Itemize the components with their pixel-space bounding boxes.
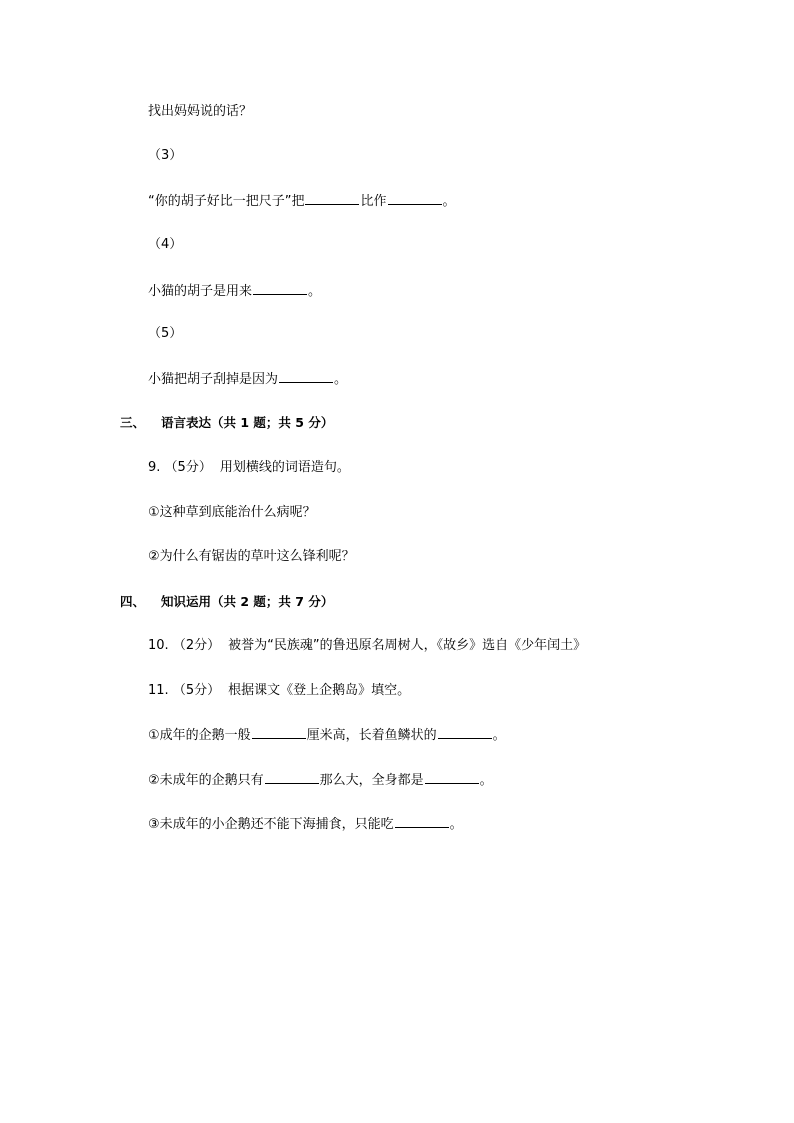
question-text: 用划横线的词语造句。 bbox=[219, 460, 350, 475]
subquestion-number: （5） bbox=[148, 326, 183, 341]
item-text: ②为什么有锯齿的草叶这么锋利呢？ bbox=[148, 549, 355, 564]
question-9-item-1 bbox=[148, 504, 316, 522]
text-segment: 。 bbox=[492, 728, 506, 743]
question-10 bbox=[148, 637, 586, 655]
section-number: 四、 bbox=[120, 594, 146, 609]
question-9-item-2 bbox=[148, 548, 355, 566]
subquestion-3-text bbox=[148, 192, 456, 211]
subquestion-number-3 bbox=[148, 147, 182, 165]
question-9 bbox=[148, 459, 350, 477]
subquestion-number: （3） bbox=[148, 148, 183, 163]
fill-blank[interactable] bbox=[252, 726, 306, 739]
question-text: 被誉为“民族魂”的鲁迅原名周树人，《故乡》选自《少年闰土》 bbox=[228, 638, 587, 653]
subquestion-5-text bbox=[148, 370, 347, 389]
question-score: （5分） bbox=[164, 460, 212, 475]
section-title: 知识运用（共 2 题；共 7 分） bbox=[161, 594, 334, 609]
question-11 bbox=[148, 682, 410, 700]
fill-blank[interactable] bbox=[265, 771, 319, 784]
text-segment: 。 bbox=[334, 372, 348, 387]
question-prompt-find-mom bbox=[148, 103, 252, 121]
subquestion-4-text bbox=[148, 282, 321, 301]
text-segment: 厘米高，长着鱼鳞状的 bbox=[306, 728, 437, 743]
text-segment: 比作 bbox=[360, 194, 387, 209]
question-number: 11. bbox=[148, 683, 169, 698]
fill-blank[interactable] bbox=[438, 726, 492, 739]
text-segment: 小猫把胡子刮掉是因为 bbox=[148, 372, 279, 387]
text-segment: “你的胡子好比一把尺子”把 bbox=[148, 194, 305, 209]
question-text: 根据课文《登上企鹅岛》填空。 bbox=[228, 683, 411, 698]
subquestion-number: （4） bbox=[148, 237, 183, 252]
fill-blank[interactable] bbox=[388, 192, 442, 205]
fill-blank[interactable] bbox=[395, 815, 449, 828]
text-segment: 小猫的胡子是用来 bbox=[148, 284, 253, 299]
text-segment: ①成年的企鹅一般 bbox=[148, 728, 251, 743]
question-11-item-3 bbox=[148, 815, 463, 834]
section-title: 语言表达（共 1 题；共 5 分） bbox=[161, 415, 334, 430]
text-segment: 那么大，全身都是 bbox=[319, 773, 424, 788]
text-segment: ③未成年的小企鹅还不能下海捕食，只能吃 bbox=[148, 817, 394, 832]
fill-blank[interactable] bbox=[253, 282, 307, 295]
section-heading-4 bbox=[120, 593, 333, 611]
section-heading-3 bbox=[120, 414, 333, 432]
question-11-item-2 bbox=[148, 771, 493, 790]
item-text: ①这种草到底能治什么病呢？ bbox=[148, 505, 316, 520]
subquestion-number-4 bbox=[148, 236, 182, 254]
text-segment: 。 bbox=[449, 817, 463, 832]
question-score: （2分） bbox=[172, 638, 221, 653]
subquestion-number-5 bbox=[148, 325, 182, 343]
text-segment: 。 bbox=[442, 194, 456, 209]
fill-blank[interactable] bbox=[305, 192, 359, 205]
fill-blank[interactable] bbox=[425, 771, 479, 784]
text-segment: 。 bbox=[308, 284, 322, 299]
section-number: 三、 bbox=[120, 415, 146, 430]
text-segment: ②未成年的企鹅只有 bbox=[148, 773, 264, 788]
question-11-item-1 bbox=[148, 726, 506, 745]
question-number: 10. bbox=[148, 638, 169, 653]
text-segment: 。 bbox=[479, 773, 493, 788]
prompt-text: 找出妈妈说的话？ bbox=[148, 104, 253, 119]
fill-blank[interactable] bbox=[279, 370, 333, 383]
question-score: （5分） bbox=[172, 683, 221, 698]
question-number: 9. bbox=[148, 460, 161, 475]
